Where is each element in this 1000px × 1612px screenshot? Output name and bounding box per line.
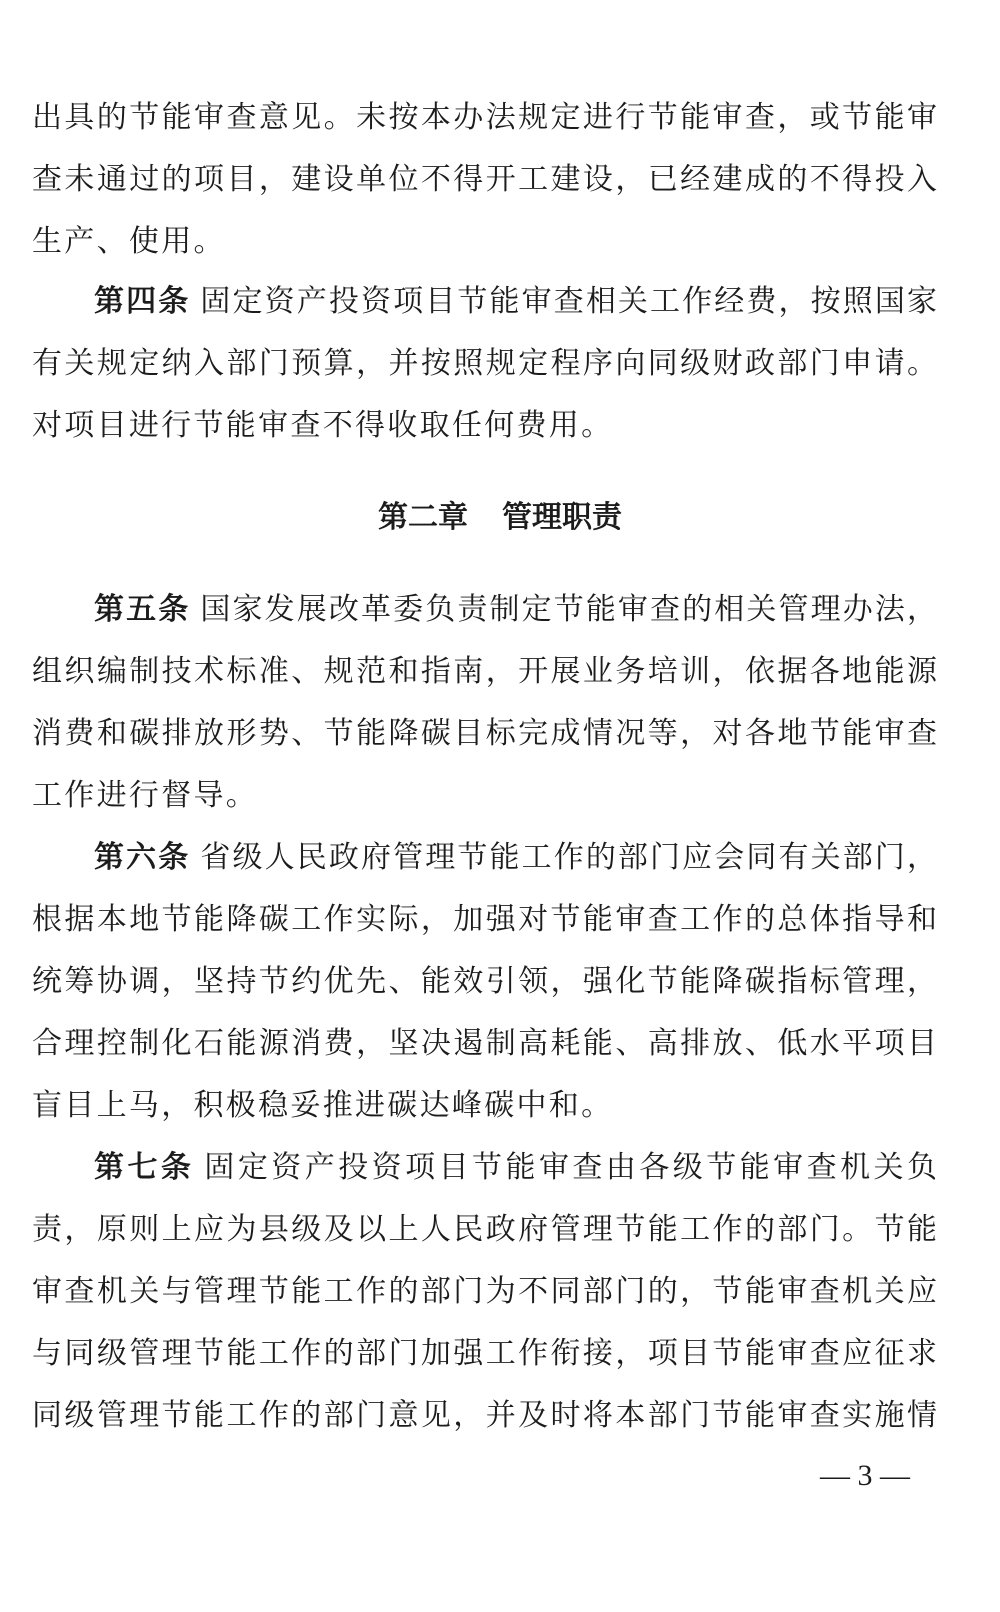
paragraph-line: 消费和碳排放形势、节能降碳目标完成情况等，对各地节能审查	[32, 716, 937, 751]
paragraph-line: 审查机关与管理节能工作的部门为不同部门的，节能审查机关应	[32, 1274, 937, 1309]
paragraph-line: 对项目进行节能审查不得收取任何费用。	[32, 408, 614, 443]
paragraph-line: 与同级管理节能工作的部门加强工作衔接，项目节能审查应征求	[32, 1336, 937, 1371]
article-5-first-line	[94, 590, 937, 630]
paragraph-line: 组织编制技术标准、规范和指南，开展业务培训，依据各地能源	[32, 654, 937, 689]
paragraph-line: 生产、使用。	[32, 224, 226, 259]
paragraph-line: 有关规定纳入部门预算，并按照规定程序向同级财政部门申请。	[32, 346, 937, 381]
chapter-heading	[0, 498, 1000, 538]
paragraph-line: 工作进行督导。	[32, 778, 259, 813]
page-number: — 3 —	[820, 1459, 910, 1492]
paragraph-line: 盲目上马，积极稳妥推进碳达峰碳中和。	[32, 1088, 614, 1123]
article-6-first-line	[94, 838, 937, 878]
chapter-title: 管理职责	[502, 500, 622, 535]
article-7-text: 固定资产投资项目节能审查由各级节能审查机关负	[204, 1150, 937, 1185]
paragraph-line: 出具的节能审查意见。未按本办法规定进行节能审查，或节能审	[32, 100, 937, 135]
article-4-text: 固定资产投资项目节能审查相关工作经费，按照国家	[200, 284, 938, 319]
article-4-first-line	[94, 282, 937, 322]
article-5-text: 国家发展改革委负责制定节能审查的相关管理办法，	[200, 592, 938, 627]
paragraph-line: 查未通过的项目，建设单位不得开工建设，已经建成的不得投入	[32, 162, 937, 197]
article-7-label: 第七条	[94, 1150, 195, 1185]
paragraph-line: 责，原则上应为县级及以上人民政府管理节能工作的部门。节能	[32, 1212, 937, 1247]
paragraph-line: 根据本地节能降碳工作实际，加强对节能审查工作的总体指导和	[32, 902, 937, 937]
article-4-label: 第四条	[94, 284, 191, 319]
paragraph-line: 统筹协调，坚持节约优先、能效引领，强化节能降碳指标管理，	[32, 964, 937, 999]
paragraph-line: 合理控制化石能源消费，坚决遏制高耗能、高排放、低水平项目	[32, 1026, 937, 1061]
article-7-first-line	[94, 1148, 937, 1188]
article-5-label: 第五条	[94, 592, 191, 627]
paragraph-line: 同级管理节能工作的部门意见，并及时将本部门节能审查实施情	[32, 1398, 937, 1433]
chapter-number: 第二章	[378, 500, 468, 535]
article-6-label: 第六条	[94, 840, 191, 875]
article-6-text: 省级人民政府管理节能工作的部门应会同有关部门，	[200, 840, 938, 875]
